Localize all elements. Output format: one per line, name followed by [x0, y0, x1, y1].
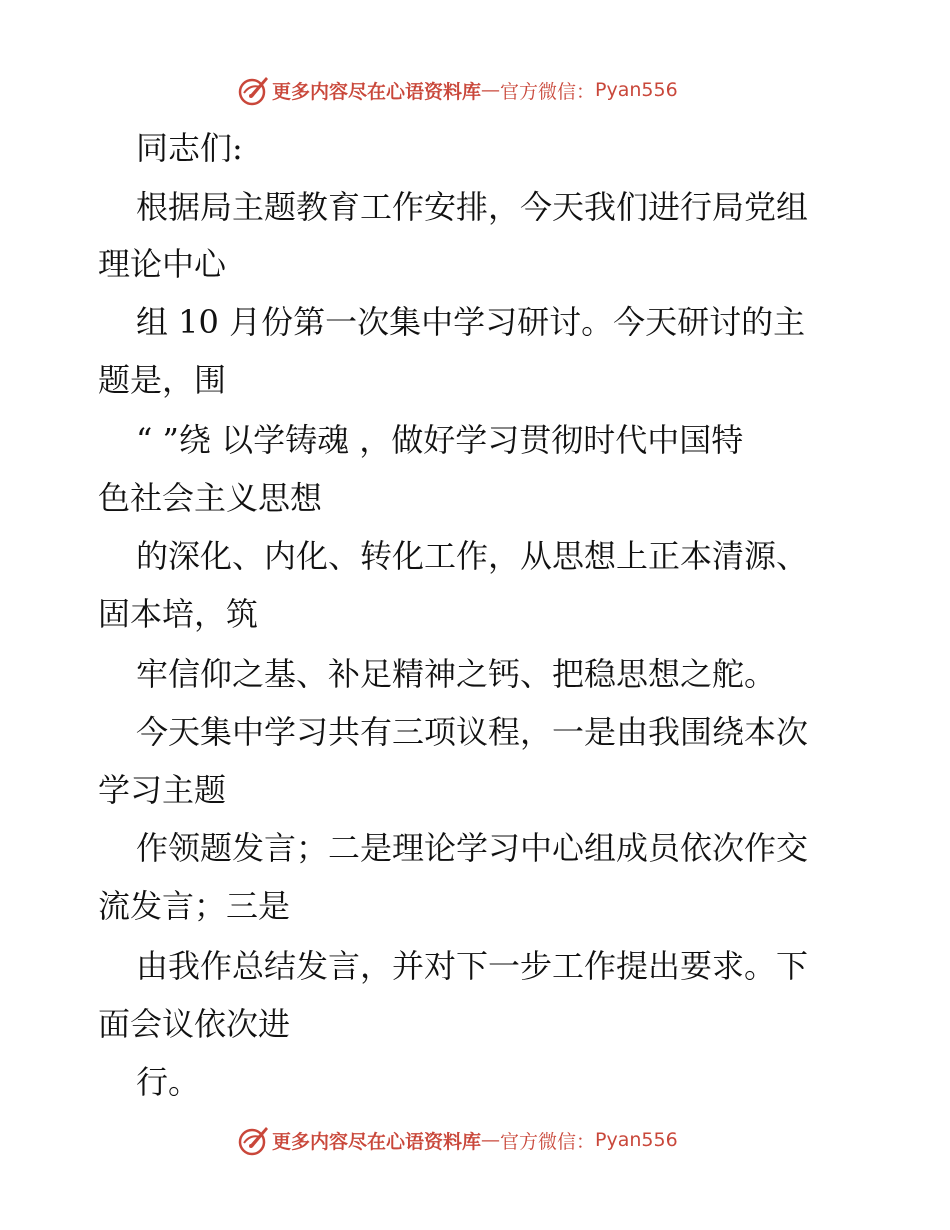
- header-watermark: [236, 72, 716, 108]
- watermark-dash: —: [481, 1129, 501, 1151]
- text-line: 学习主题: [98, 771, 227, 809]
- text-line: “ ”绕 以学铸魂 ，做好学习贯彻时代中国特: [136, 421, 744, 459]
- text-line: 固本培，筑: [98, 595, 259, 633]
- text-line: 行。: [136, 1063, 201, 1101]
- footer-watermark: [236, 1122, 716, 1158]
- pen-logo-icon: [236, 73, 270, 107]
- watermark-account: Pyan556: [595, 1129, 678, 1151]
- text-line: 根据局主题教育工作安排，今天我们进行局党组: [136, 188, 809, 226]
- pen-logo-icon: [236, 1123, 270, 1157]
- text-line: 流发言；三是: [98, 887, 291, 925]
- text-line: 组 10 月份第一次集中学习研讨。今天研讨的主: [136, 303, 806, 341]
- text-line: 面会议依次进: [98, 1005, 291, 1043]
- text-line: 理论中心: [98, 245, 227, 283]
- watermark-title: 更多内容尽在心语资料库: [272, 80, 482, 103]
- text-line: 由我作总结发言，并对下一步工作提出要求。下: [136, 947, 809, 985]
- watermark-dash: —: [481, 79, 501, 101]
- text-line: 色社会主义思想: [98, 479, 323, 517]
- watermark-account-label: 官方微信：: [500, 80, 596, 103]
- text-line: 牢信仰之基、补足精神之钙、把稳思想之舵。: [136, 655, 777, 693]
- text-line: 的深化、内化、转化工作，从思想上正本清源、: [136, 537, 809, 575]
- text-line: 今天集中学习共有三项议程，一是由我围绕本次: [136, 713, 809, 751]
- text-line: 作领题发言；二是理论学习中心组成员依次作交: [136, 829, 809, 867]
- text-line: 题是，围: [98, 361, 227, 399]
- watermark-title: 更多内容尽在心语资料库: [272, 1130, 482, 1153]
- watermark-account-label: 官方微信：: [500, 1130, 596, 1153]
- text-line: 同志们:: [136, 129, 243, 167]
- watermark-account: Pyan556: [595, 79, 678, 101]
